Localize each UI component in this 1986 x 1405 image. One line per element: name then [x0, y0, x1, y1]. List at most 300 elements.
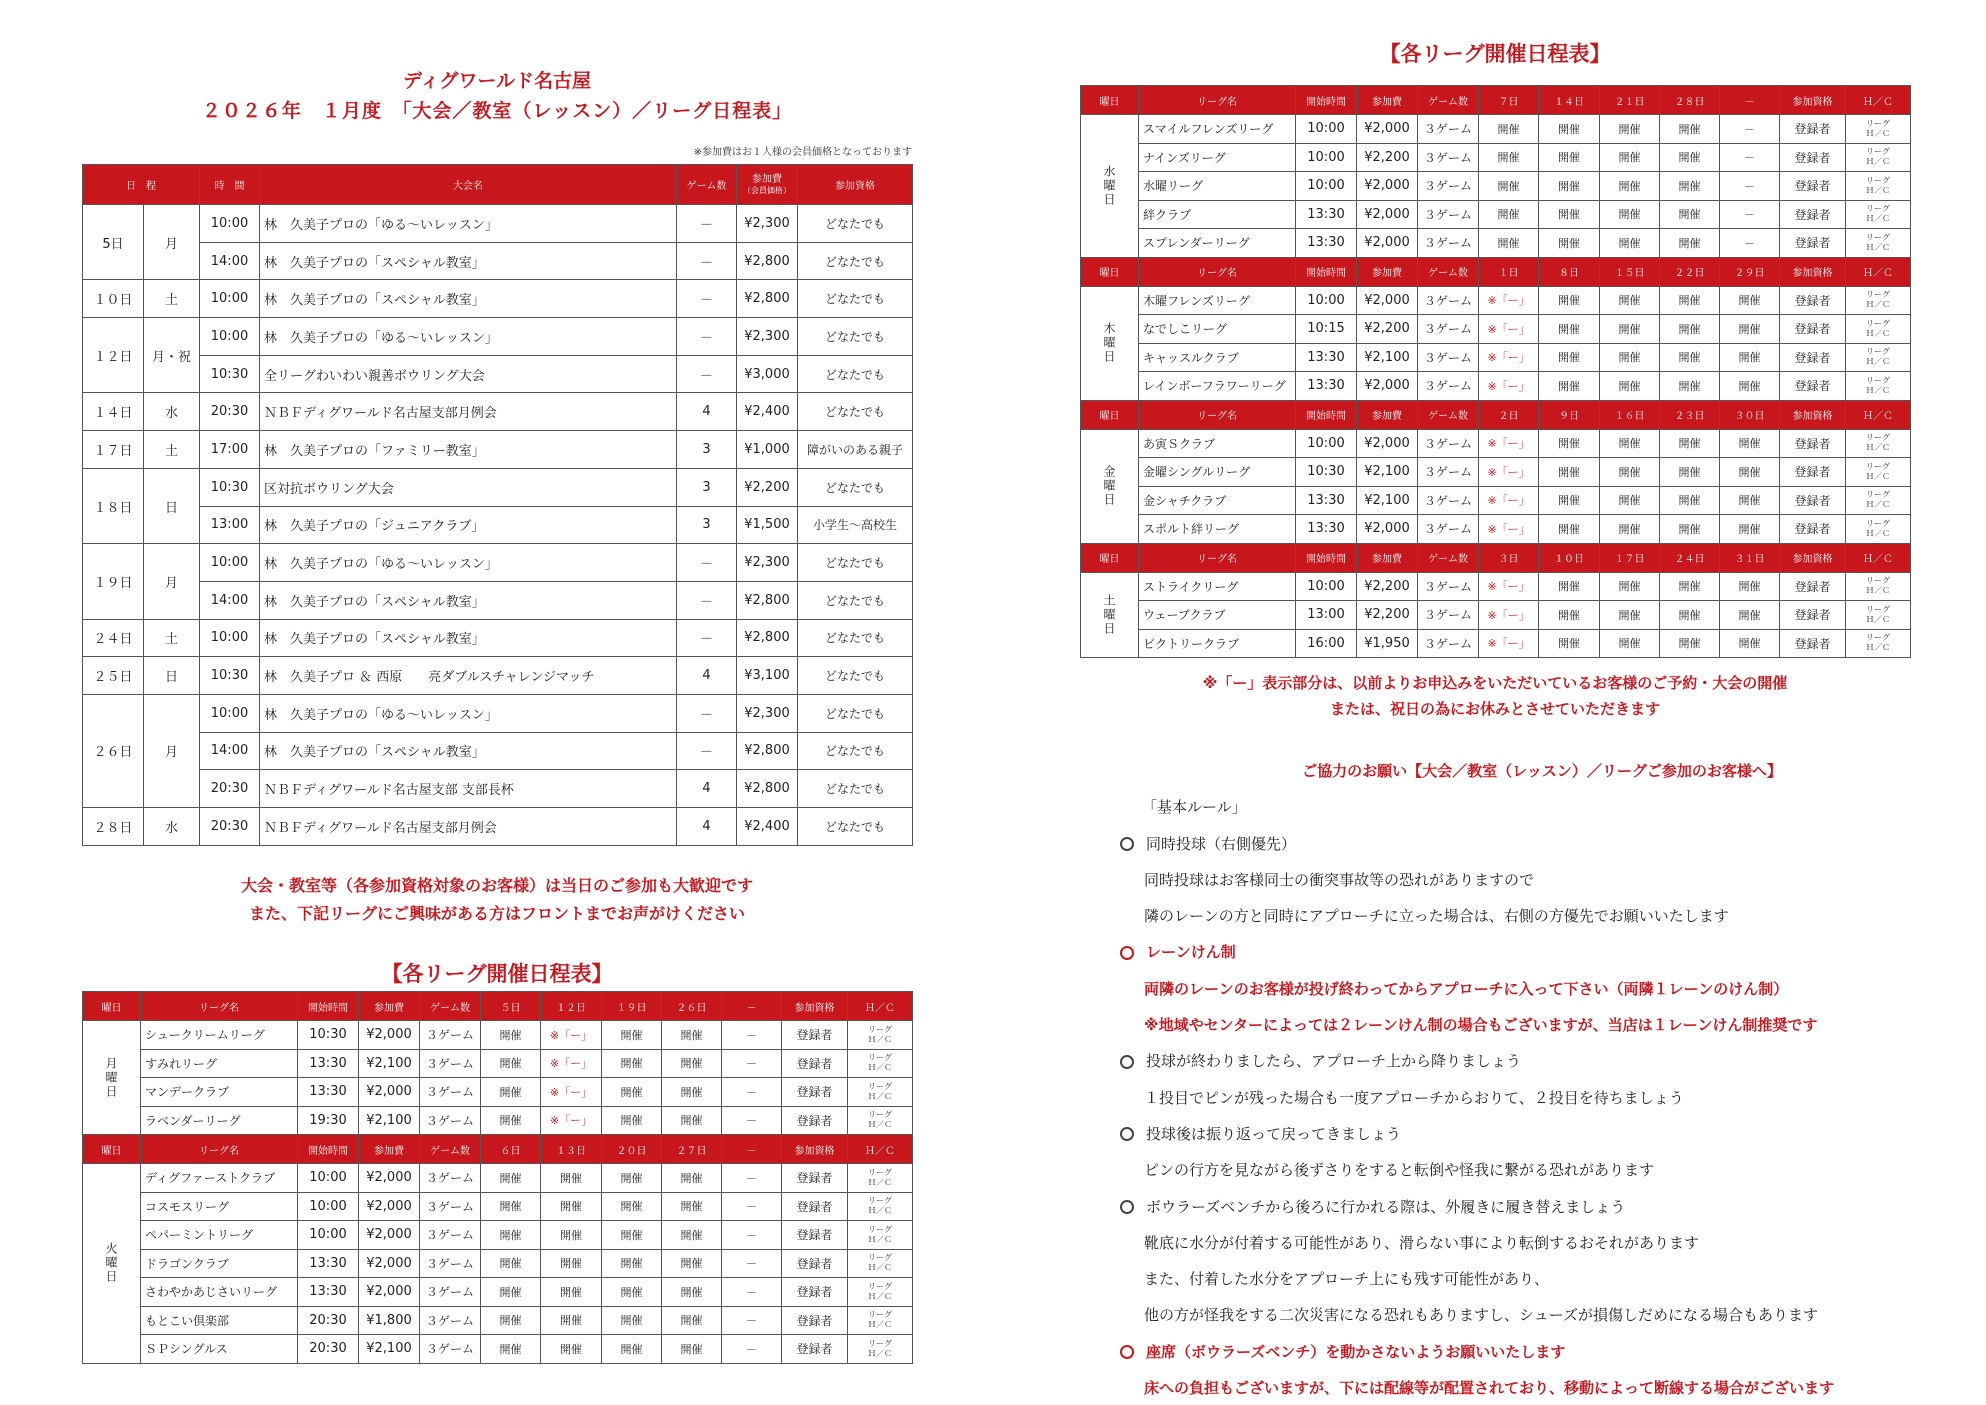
league-fee: ¥2,000 — [359, 1249, 420, 1278]
header-games: ゲーム数 — [420, 1135, 481, 1164]
header-date: ２７日 — [662, 1135, 722, 1164]
league-fee: ¥2,200 — [1357, 143, 1418, 172]
header-date: ３日 — [1479, 543, 1539, 572]
rule-line: 両隣のレーンのお客様が投げ終わってからアプローチに入って下さい（両隣１レーンのけん制） — [1144, 979, 1789, 998]
league-header-row — [1081, 257, 1911, 286]
rule-line: 同時投球はお客様同士の衝突事故等の恐れがありますので — [1144, 870, 1535, 889]
league-status: 開催 — [662, 1249, 722, 1278]
league-fee: ¥2,100 — [1357, 458, 1418, 487]
league-status: 開催 — [541, 1164, 602, 1193]
event-fee: ¥2,300 — [737, 694, 798, 732]
event-date: １７日 — [83, 431, 144, 469]
event-weekday: 水 — [144, 393, 200, 431]
league-games: ３ゲーム — [420, 1106, 481, 1135]
header-date: ２日 — [1479, 400, 1539, 429]
league-name: 金曜シングルリーグ — [1139, 458, 1296, 487]
event-name: 林 久美子プロの「スペシャル教室」 — [260, 280, 677, 318]
league-status: 開催 — [662, 1049, 722, 1078]
league-time: 10:00 — [1296, 115, 1357, 144]
league-status: － — [722, 1021, 782, 1050]
rule-line: 「基本ルール」 — [1142, 798, 1247, 817]
league-time: 13:30 — [1296, 486, 1357, 515]
league-fee: ¥2,000 — [1357, 115, 1418, 144]
league-status: 開催 — [541, 1192, 602, 1221]
event-eligibility: どなたでも — [798, 318, 913, 356]
league-status: 開催 — [602, 1106, 662, 1135]
league-status: 開催 — [541, 1306, 602, 1335]
league-games: ３ゲーム — [1418, 200, 1479, 229]
league-hc: リーグ Ｈ／Ｃ — [848, 1106, 913, 1135]
event-weekday: 月 — [144, 694, 200, 807]
event-date: １４日 — [83, 393, 144, 431]
league-status: 開催 — [481, 1335, 541, 1364]
league-name: スマイルフレンズリーグ — [1139, 115, 1296, 144]
league-hc: リーグ Ｈ／Ｃ — [1846, 172, 1911, 201]
league-name: 絆クラブ — [1139, 200, 1296, 229]
header-eligibility: 参加資格 — [1780, 543, 1846, 572]
header-date: ２１日 — [1600, 86, 1660, 115]
league-status: － — [722, 1078, 782, 1107]
header-date: ２８日 — [1660, 86, 1720, 115]
event-games: － — [677, 205, 737, 243]
event-date: ２５日 — [83, 657, 144, 695]
header-league-name: リーグ名 — [1139, 400, 1296, 429]
league-status: 開催 — [1539, 486, 1600, 515]
event-date: １０日 — [83, 280, 144, 318]
header-date: １７日 — [1600, 543, 1660, 572]
league-status: 開催 — [541, 1249, 602, 1278]
table-row — [83, 1049, 913, 1078]
table-row — [1081, 229, 1911, 258]
table-row — [83, 393, 913, 431]
rule-line: また、付着した水分をアプローチ上にも残す可能性があり、 — [1144, 1270, 1550, 1289]
league-status: 開催 — [602, 1278, 662, 1307]
rule-line: 靴底に水分が付着する可能性があり、滑らない事により転倒するおそれがあります — [1144, 1233, 1700, 1252]
league-status: 開催 — [1479, 115, 1539, 144]
league-status: 開催 — [662, 1306, 722, 1335]
league-hc: リーグ Ｈ／Ｃ — [1846, 572, 1911, 601]
event-time: 10:00 — [200, 280, 260, 318]
league-status: － — [722, 1306, 782, 1335]
league-name: コスモスリーグ — [141, 1192, 298, 1221]
table-row — [83, 355, 913, 393]
league-games: ３ゲーム — [1418, 143, 1479, 172]
rule-line: 床への負担もございますが、下には配線等が配置されており、移動によって断線する場合がございます — [1144, 1379, 1835, 1398]
header-fee: 参加費 — [1357, 400, 1418, 429]
league-status: 開催 — [1539, 515, 1600, 544]
event-fee: ¥2,300 — [737, 205, 798, 243]
league-status: ※「ー」 — [541, 1049, 602, 1078]
league-time: 13:30 — [298, 1078, 359, 1107]
league-fee: ¥2,200 — [1357, 572, 1418, 601]
header-fee: 参加費 — [359, 1135, 420, 1164]
header-date: １日 — [1479, 257, 1539, 286]
league-weekday: 土曜日 — [1081, 572, 1139, 658]
league-hc: リーグ Ｈ／Ｃ — [1846, 229, 1911, 258]
league-status: 開催 — [1539, 315, 1600, 344]
league-games: ３ゲーム — [1418, 315, 1479, 344]
rule-line: ※地域やセンターによっては２レーンけん制の場合もございますが、当店は１レーンけん制推奨です — [1144, 1016, 1818, 1035]
league-status: 開催 — [1720, 372, 1780, 401]
league-eligibility: 登録者 — [1780, 515, 1846, 544]
league-status: － — [722, 1249, 782, 1278]
league-status: ※「ー」 — [1479, 486, 1539, 515]
header-date: ２６日 — [662, 992, 722, 1021]
league-hc: リーグ Ｈ／Ｃ — [1846, 486, 1911, 515]
event-fee: ¥2,800 — [737, 581, 798, 619]
league-hc: リーグ Ｈ／Ｃ — [1846, 372, 1911, 401]
table-row — [1081, 515, 1911, 544]
league-status: － — [722, 1049, 782, 1078]
event-name: 林 久美子プロの「ゆる〜いレッスン」 — [260, 318, 677, 356]
league-status: 開催 — [1479, 229, 1539, 258]
league-time: 13:30 — [1296, 372, 1357, 401]
league-fee: ¥2,000 — [359, 1021, 420, 1050]
table-row — [83, 242, 913, 280]
header-weekday: 曜日 — [83, 992, 141, 1021]
league-name: マンデークラブ — [141, 1078, 298, 1107]
league-status: 開催 — [1660, 229, 1720, 258]
league-time: 13:30 — [298, 1278, 359, 1307]
event-name: 林 久美子プロの「ファミリー教室」 — [260, 431, 677, 469]
league-status: 開催 — [1660, 343, 1720, 372]
event-name: 区対抗ボウリング大会 — [260, 468, 677, 506]
league-games: ３ゲーム — [1418, 372, 1479, 401]
header-date: ６日 — [481, 1135, 541, 1164]
league-fee: ¥2,100 — [1357, 343, 1418, 372]
table-row — [83, 1106, 913, 1135]
league-status: 開催 — [1600, 572, 1660, 601]
event-eligibility: どなたでも — [798, 619, 913, 657]
league-name: 金シャチクラブ — [1139, 486, 1296, 515]
header-date: １０日 — [1539, 543, 1600, 572]
league-name: 水曜リーグ — [1139, 172, 1296, 201]
header-fee: 参加費 — [1357, 543, 1418, 572]
price-note: ※参加費はお１人様の会員価格となっております — [693, 147, 912, 158]
event-games: 3 — [677, 468, 737, 506]
league-eligibility: 登録者 — [782, 1078, 848, 1107]
table-row — [83, 1306, 913, 1335]
table-row — [1081, 143, 1911, 172]
league-header-row — [83, 992, 913, 1021]
header-start-time: 開始時間 — [1296, 543, 1357, 572]
dash-note: ※「ー」表示部分は、以前よりお申込みをいただいているお客様のご予約・大会の開催 または、祝日の為にお休みとさせていただきます — [1202, 674, 1788, 718]
league-name: 木曜フレンズリーグ — [1139, 286, 1296, 315]
header-weekday: 曜日 — [83, 1135, 141, 1164]
league-status: 開催 — [1600, 286, 1660, 315]
league-eligibility: 登録者 — [782, 1192, 848, 1221]
table-row — [83, 732, 913, 770]
league-status: 開催 — [602, 1221, 662, 1250]
event-name: 林 久美子プロの「スペシャル教室」 — [260, 242, 677, 280]
rule-line — [1112, 1334, 1972, 1370]
event-eligibility: どなたでも — [798, 205, 913, 243]
rule-item-text: 座席（ボウラーズベンチ）を動かさないようお願いいたします — [1146, 1342, 1566, 1361]
event-time: 14:00 — [200, 242, 260, 280]
league-status: 開催 — [1660, 601, 1720, 630]
event-fee: ¥2,800 — [737, 770, 798, 808]
league-games: ３ゲーム — [1418, 572, 1479, 601]
rule-line: ご協力のお願い【大会／教室（レッスン）／リーグご参加のお客様へ】 — [1302, 762, 1782, 780]
league-fee: ¥2,000 — [1357, 515, 1418, 544]
league-status: 開催 — [1600, 229, 1660, 258]
league-games: ３ゲーム — [420, 1192, 481, 1221]
league-status: 開催 — [1660, 143, 1720, 172]
league-status: 開催 — [602, 1335, 662, 1364]
league-status: 開催 — [602, 1078, 662, 1107]
event-eligibility: どなたでも — [798, 468, 913, 506]
league-weekday: 水曜日 — [1081, 115, 1139, 258]
league-status: 開催 — [481, 1221, 541, 1250]
event-time: 10:00 — [200, 544, 260, 582]
event-time: 10:30 — [200, 468, 260, 506]
league-status: 開催 — [602, 1306, 662, 1335]
league-hc: リーグ Ｈ／Ｃ — [848, 1278, 913, 1307]
league-status: 開催 — [1539, 601, 1600, 630]
event-weekday: 月 — [144, 205, 200, 280]
header-date: １５日 — [1600, 257, 1660, 286]
league-hc: リーグ Ｈ／Ｃ — [1846, 458, 1911, 487]
event-name: ＮＢＦディグワールド名古屋支部 支部長杯 — [260, 770, 677, 808]
schedule-title: ２０２６年 １月度 「大会／教室（レッスン）／リーグ日程表」 — [201, 100, 793, 122]
header-date: １６日 — [1600, 400, 1660, 429]
league-status: 開催 — [541, 1278, 602, 1307]
event-time: 20:30 — [200, 393, 260, 431]
league-eligibility: 登録者 — [1780, 372, 1846, 401]
league-status: ※「ー」 — [1479, 372, 1539, 401]
rule-item-text: ボウラーズベンチから後ろに行かれる際は、外履きに履き替えましょう — [1146, 1197, 1626, 1216]
league-hc: リーグ Ｈ／Ｃ — [848, 1049, 913, 1078]
league-status: 開催 — [481, 1021, 541, 1050]
event-name: 林 久美子プロの「ジュニアクラブ」 — [260, 506, 677, 544]
event-date: １９日 — [83, 544, 144, 619]
league-schedule-table-right — [1080, 85, 1911, 658]
circle-bullet-icon — [1120, 1055, 1134, 1069]
table-row — [1081, 486, 1911, 515]
league-status: 開催 — [481, 1049, 541, 1078]
rule-line — [1112, 1043, 1972, 1079]
league-eligibility: 登録者 — [1780, 343, 1846, 372]
header-start-time: 開始時間 — [1296, 86, 1357, 115]
header-games: ゲーム数 — [1418, 257, 1479, 286]
event-name: ＮＢＦディグワールド名古屋支部月例会 — [260, 808, 677, 846]
league-weekday: 木曜日 — [1081, 286, 1139, 400]
league-time: 10:15 — [1296, 315, 1357, 344]
league-time: 10:00 — [1296, 429, 1357, 458]
header-games: ゲーム数 — [677, 165, 737, 205]
table-row — [83, 1335, 913, 1364]
table-row — [1081, 286, 1911, 315]
league-eligibility: 登録者 — [1780, 115, 1846, 144]
header-date: ９日 — [1539, 400, 1600, 429]
event-eligibility: どなたでも — [798, 581, 913, 619]
league-games: ３ゲーム — [420, 1078, 481, 1107]
rule-item-text: 投球が終わりましたら、アプローチ上から降りましょう — [1146, 1052, 1522, 1071]
header-date: ２４日 — [1660, 543, 1720, 572]
event-fee: ¥3,100 — [737, 657, 798, 695]
league-games: ３ゲーム — [1418, 172, 1479, 201]
league-status: 開催 — [1600, 486, 1660, 515]
table-row — [83, 1278, 913, 1307]
table-row — [83, 280, 913, 318]
header-date: ２３日 — [1660, 400, 1720, 429]
table-row — [83, 619, 913, 657]
header-league-name: リーグ名 — [1139, 543, 1296, 572]
league-time: 10:00 — [298, 1192, 359, 1221]
header-date: 日 程 — [83, 165, 200, 205]
event-eligibility: どなたでも — [798, 280, 913, 318]
league-name: ドラゴンクラブ — [141, 1249, 298, 1278]
event-date: ２８日 — [83, 808, 144, 846]
league-status: 開催 — [481, 1192, 541, 1221]
league-hc: リーグ Ｈ／Ｃ — [1846, 343, 1911, 372]
event-date: １８日 — [83, 468, 144, 543]
event-weekday: 土 — [144, 431, 200, 469]
league-status: 開催 — [662, 1278, 722, 1307]
league-eligibility: 登録者 — [782, 1049, 848, 1078]
league-status: 開催 — [1720, 601, 1780, 630]
table-row — [83, 657, 913, 695]
table-row — [83, 318, 913, 356]
league-status: － — [722, 1221, 782, 1250]
event-games: － — [677, 242, 737, 280]
league-status: 開催 — [1600, 429, 1660, 458]
table-row — [83, 1078, 913, 1107]
table-row — [1081, 629, 1911, 658]
table-row — [83, 431, 913, 469]
league-weekday: 月曜日 — [83, 1021, 141, 1135]
league-status: － — [722, 1164, 782, 1193]
circle-bullet-icon — [1120, 1345, 1134, 1359]
rule-line: ピンの行方を見ながら後ずさりをすると転倒や怪我に繋がる恐れがあります — [1144, 1161, 1655, 1180]
league-status: 開催 — [1720, 486, 1780, 515]
page-title — [82, 66, 912, 123]
header-weekday: 曜日 — [1081, 400, 1139, 429]
header-hc: Ｈ／Ｃ — [848, 1135, 913, 1164]
league-header-row — [1081, 86, 1911, 115]
league-games: ３ゲーム — [1418, 429, 1479, 458]
header-start-time: 開始時間 — [298, 1135, 359, 1164]
header-fee: 参加費 — [1357, 257, 1418, 286]
league-name: さわやかあじさいリーグ — [141, 1278, 298, 1307]
league-status: － — [722, 1192, 782, 1221]
league-time: 10:00 — [1296, 572, 1357, 601]
league-status: 開催 — [662, 1192, 722, 1221]
league-status: 開催 — [662, 1335, 722, 1364]
table-row — [1081, 572, 1911, 601]
event-fee: ¥2,800 — [737, 242, 798, 280]
league-status: 開催 — [1539, 200, 1600, 229]
header-date: ５日 — [481, 992, 541, 1021]
header-date: １９日 — [602, 992, 662, 1021]
league-status: 開催 — [1660, 286, 1720, 315]
header-fee: 参加費 — [1357, 86, 1418, 115]
league-status: 開催 — [602, 1049, 662, 1078]
league-name: ＳＰシングルス — [141, 1335, 298, 1364]
circle-bullet-icon — [1120, 1127, 1134, 1141]
header-league-name: リーグ名 — [1139, 86, 1296, 115]
header-games: ゲーム数 — [1418, 543, 1479, 572]
league-time: 10:30 — [1296, 458, 1357, 487]
league-hc: リーグ Ｈ／Ｃ — [848, 1249, 913, 1278]
league-games: ３ゲーム — [1418, 458, 1479, 487]
league-time: 13:30 — [1296, 200, 1357, 229]
header-league-name: リーグ名 — [141, 992, 298, 1021]
league-name: スポルト絆リーグ — [1139, 515, 1296, 544]
event-games: 4 — [677, 393, 737, 431]
league-games: ３ゲーム — [1418, 629, 1479, 658]
event-eligibility: どなたでも — [798, 355, 913, 393]
event-fee: ¥2,200 — [737, 468, 798, 506]
league-games: ３ゲーム — [420, 1306, 481, 1335]
header-date: ３１日 — [1720, 543, 1780, 572]
league-games: ３ゲーム — [420, 1021, 481, 1050]
event-fee: ¥2,300 — [737, 544, 798, 582]
rule-line: 他の方が怪我をする二次災害になる恐れもありますし、シューズが損傷しだめになる場合もあります — [1144, 1306, 1818, 1325]
league-status: ※「ー」 — [1479, 429, 1539, 458]
league-name: ストライクリーグ — [1139, 572, 1296, 601]
header-eligibility: 参加資格 — [1780, 86, 1846, 115]
league-time: 16:00 — [1296, 629, 1357, 658]
event-games: － — [677, 544, 737, 582]
league-games: ３ゲーム — [420, 1049, 481, 1078]
league-name: もとこい倶楽部 — [141, 1306, 298, 1335]
event-eligibility: 小学生〜高校生 — [798, 506, 913, 544]
league-hc: リーグ Ｈ／Ｃ — [1846, 429, 1911, 458]
league-status: 開催 — [1479, 143, 1539, 172]
event-eligibility: どなたでも — [798, 732, 913, 770]
header-league-name: リーグ名 — [1139, 257, 1296, 286]
table-row — [83, 468, 913, 506]
rule-item-text: レーンけん制 — [1146, 943, 1236, 962]
league-status: － — [722, 1106, 782, 1135]
league-fee: ¥2,000 — [1357, 200, 1418, 229]
welcome-note: 大会・教室等（各参加資格対象のお客様）は当日のご参加も大歓迎です また、下記リーグにご興味がある方はフロントまでお声がけください — [240, 876, 753, 923]
league-hc: リーグ Ｈ／Ｃ — [848, 1078, 913, 1107]
league-eligibility: 登録者 — [782, 1221, 848, 1250]
header-weekday: 曜日 — [1081, 86, 1139, 115]
event-name: 林 久美子プロの「スペシャル教室」 — [260, 581, 677, 619]
league-games: ３ゲーム — [420, 1164, 481, 1193]
header-start-time: 開始時間 — [1296, 257, 1357, 286]
league-status: 開催 — [1660, 515, 1720, 544]
league-schedule-table-left — [82, 991, 913, 1364]
league-fee: ¥2,000 — [359, 1278, 420, 1307]
table-row — [1081, 315, 1911, 344]
event-weekday: 月 — [144, 544, 200, 619]
circle-bullet-icon — [1120, 1200, 1134, 1214]
league-time: 13:00 — [1296, 601, 1357, 630]
event-fee: ¥3,000 — [737, 355, 798, 393]
league-status: － — [1720, 200, 1780, 229]
table-row — [1081, 200, 1911, 229]
event-games: 3 — [677, 431, 737, 469]
league-status: 開催 — [1660, 629, 1720, 658]
table-row — [83, 770, 913, 808]
league-time: 10:00 — [298, 1221, 359, 1250]
league-status: 開催 — [1539, 458, 1600, 487]
league-name: レインボーフラワーリーグ — [1139, 372, 1296, 401]
league-hc: リーグ Ｈ／Ｃ — [848, 1021, 913, 1050]
league-time: 13:30 — [1296, 515, 1357, 544]
league-status: 開催 — [481, 1306, 541, 1335]
league-fee: ¥1,800 — [359, 1306, 420, 1335]
league-status: 開催 — [1660, 572, 1720, 601]
league-status: 開催 — [662, 1021, 722, 1050]
league-fee: ¥2,000 — [1357, 429, 1418, 458]
league-status: ※「ー」 — [541, 1078, 602, 1107]
header-date: ７日 — [1479, 86, 1539, 115]
